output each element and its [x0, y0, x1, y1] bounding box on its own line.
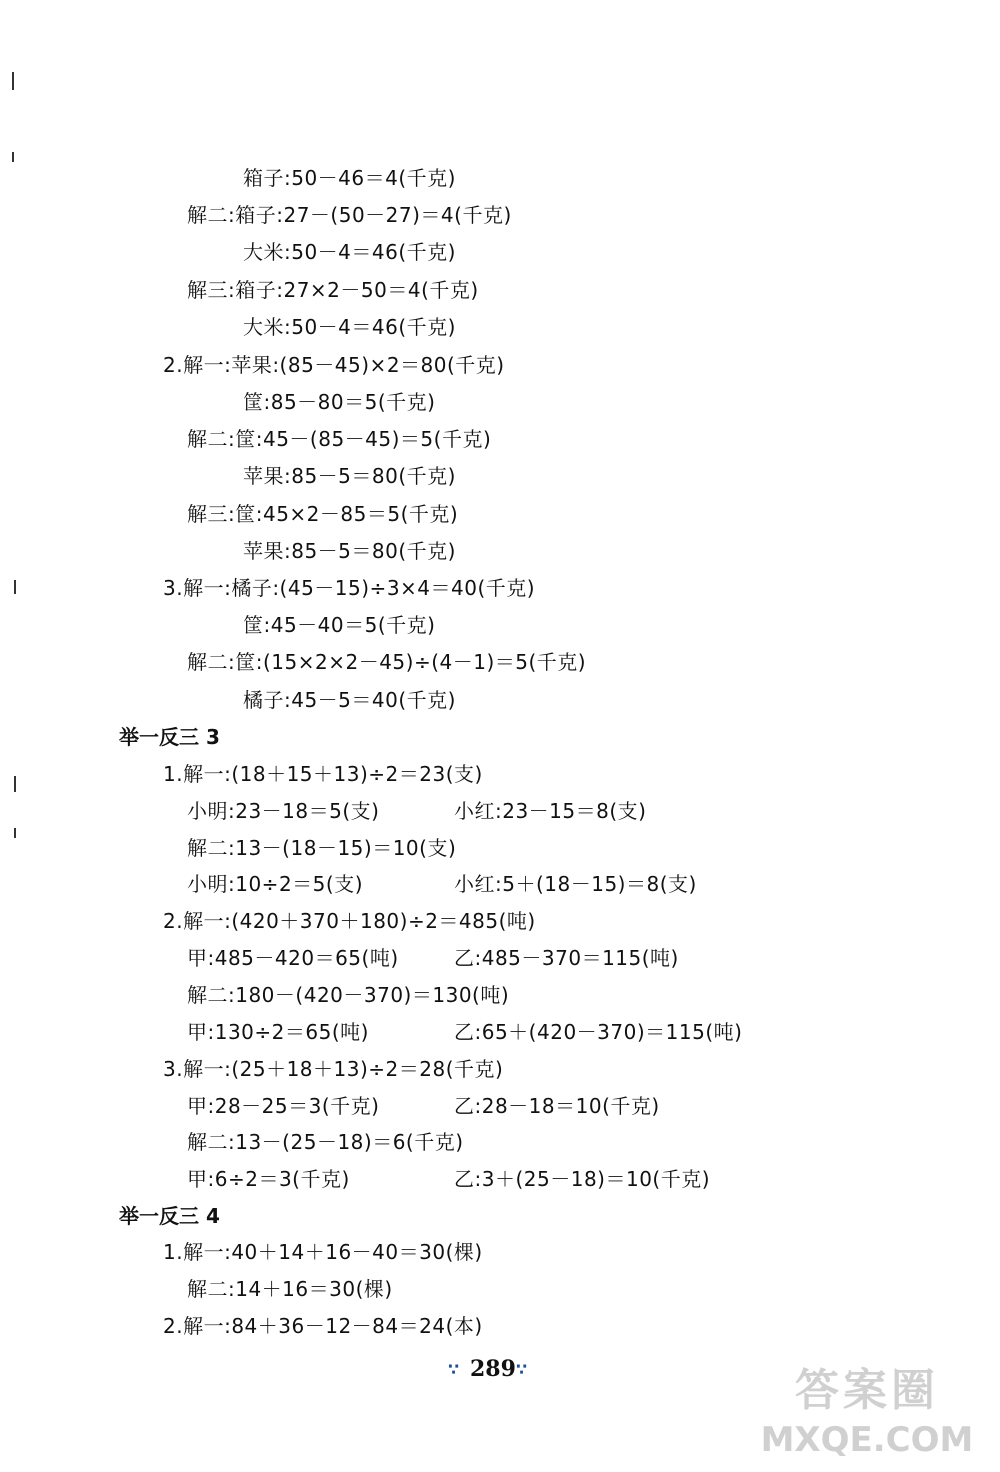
solution-line-right: 乙:3＋(25－18)＝10(千克)	[454, 1167, 711, 1191]
scan-speck	[12, 72, 14, 90]
scan-speck	[12, 152, 14, 162]
solution-line: 苹果:85－5＝80(千克)	[243, 539, 456, 563]
solution-line: 筐:45－40＝5(千克)	[243, 613, 436, 637]
solution-line: 甲:6÷2＝3(千克)	[187, 1167, 350, 1191]
solution-line: 解二:14＋16＝30(棵)	[187, 1277, 393, 1301]
solution-line: 解二:13－(25－18)＝6(千克)	[187, 1130, 464, 1154]
solution-line: 2.解一:(420＋370＋180)÷2＝485(吨)	[163, 909, 536, 933]
scan-speck	[14, 580, 16, 594]
solution-line: 解二:筐:(15×2×2－45)÷(4－1)＝5(千克)	[187, 650, 587, 674]
page-number-dots-right: ∵	[516, 1360, 528, 1379]
solution-line: 解二:13－(18－15)＝10(支)	[187, 836, 457, 860]
solution-line: 解二:箱子:27－(50－27)＝4(千克)	[187, 203, 512, 227]
solution-line: 小明:23－18＝5(支)	[187, 799, 380, 823]
solution-line: 橘子:45－5＝40(千克)	[243, 688, 456, 712]
watermark-logo	[752, 1354, 982, 1464]
page-number-dots-left: ∵	[448, 1360, 460, 1379]
solution-line: 解三:筐:45×2－85＝5(千克)	[187, 502, 459, 526]
solution-line-right: 乙:28－18＝10(千克)	[454, 1094, 660, 1118]
solution-line: 甲:130÷2＝65(吨)	[187, 1020, 369, 1044]
solution-line: 解二:180－(420－370)＝130(吨)	[187, 983, 510, 1007]
solution-line: 解三:箱子:27×2－50＝4(千克)	[187, 278, 479, 302]
scan-speck	[14, 776, 16, 792]
solution-line: 筐:85－80＝5(千克)	[243, 390, 436, 414]
solution-line: 箱子:50－46＝4(千克)	[243, 166, 456, 190]
solution-line: 甲:28－25＝3(千克)	[187, 1094, 380, 1118]
solution-line: 1.解一:(18＋15＋13)÷2＝23(支)	[163, 762, 483, 786]
solution-line: 小明:10÷2＝5(支)	[187, 872, 363, 896]
solution-line: 1.解一:40＋14＋16－40＝30(棵)	[163, 1240, 483, 1264]
solution-line: 2.解一:84＋36－12－84＝24(本)	[163, 1314, 483, 1338]
scan-speck	[14, 828, 16, 838]
solution-line: 2.解一:苹果:(85－45)×2＝80(千克)	[163, 353, 505, 377]
solution-line: 苹果:85－5＝80(千克)	[243, 464, 456, 488]
solution-line: 解二:筐:45－(85－45)＝5(千克)	[187, 427, 492, 451]
solution-line: 3.解一:(25＋18＋13)÷2＝28(千克)	[163, 1057, 504, 1081]
solution-line: 甲:485－420＝65(吨)	[187, 946, 399, 970]
page-number: 289	[470, 1356, 516, 1382]
solution-line: 大米:50－4＝46(千克)	[243, 315, 456, 339]
section-heading: 举一反三 4	[119, 1204, 220, 1228]
solution-line-right: 乙:485－370＝115(吨)	[454, 946, 679, 970]
watermark-text-cn: 答案圈	[795, 1365, 939, 1416]
section-heading: 举一反三 3	[119, 725, 220, 749]
watermark-text-en: MXQE.COM	[760, 1420, 974, 1460]
solution-line: 3.解一:橘子:(45－15)÷3×4＝40(千克)	[163, 576, 536, 600]
solution-line-right: 小红:23－15＝8(支)	[454, 799, 647, 823]
solution-line-right: 小红:5＋(18－15)＝8(支)	[454, 872, 697, 896]
solution-line-right: 乙:65＋(420－370)＝115(吨)	[454, 1020, 743, 1044]
solution-line: 大米:50－4＝46(千克)	[243, 240, 456, 264]
